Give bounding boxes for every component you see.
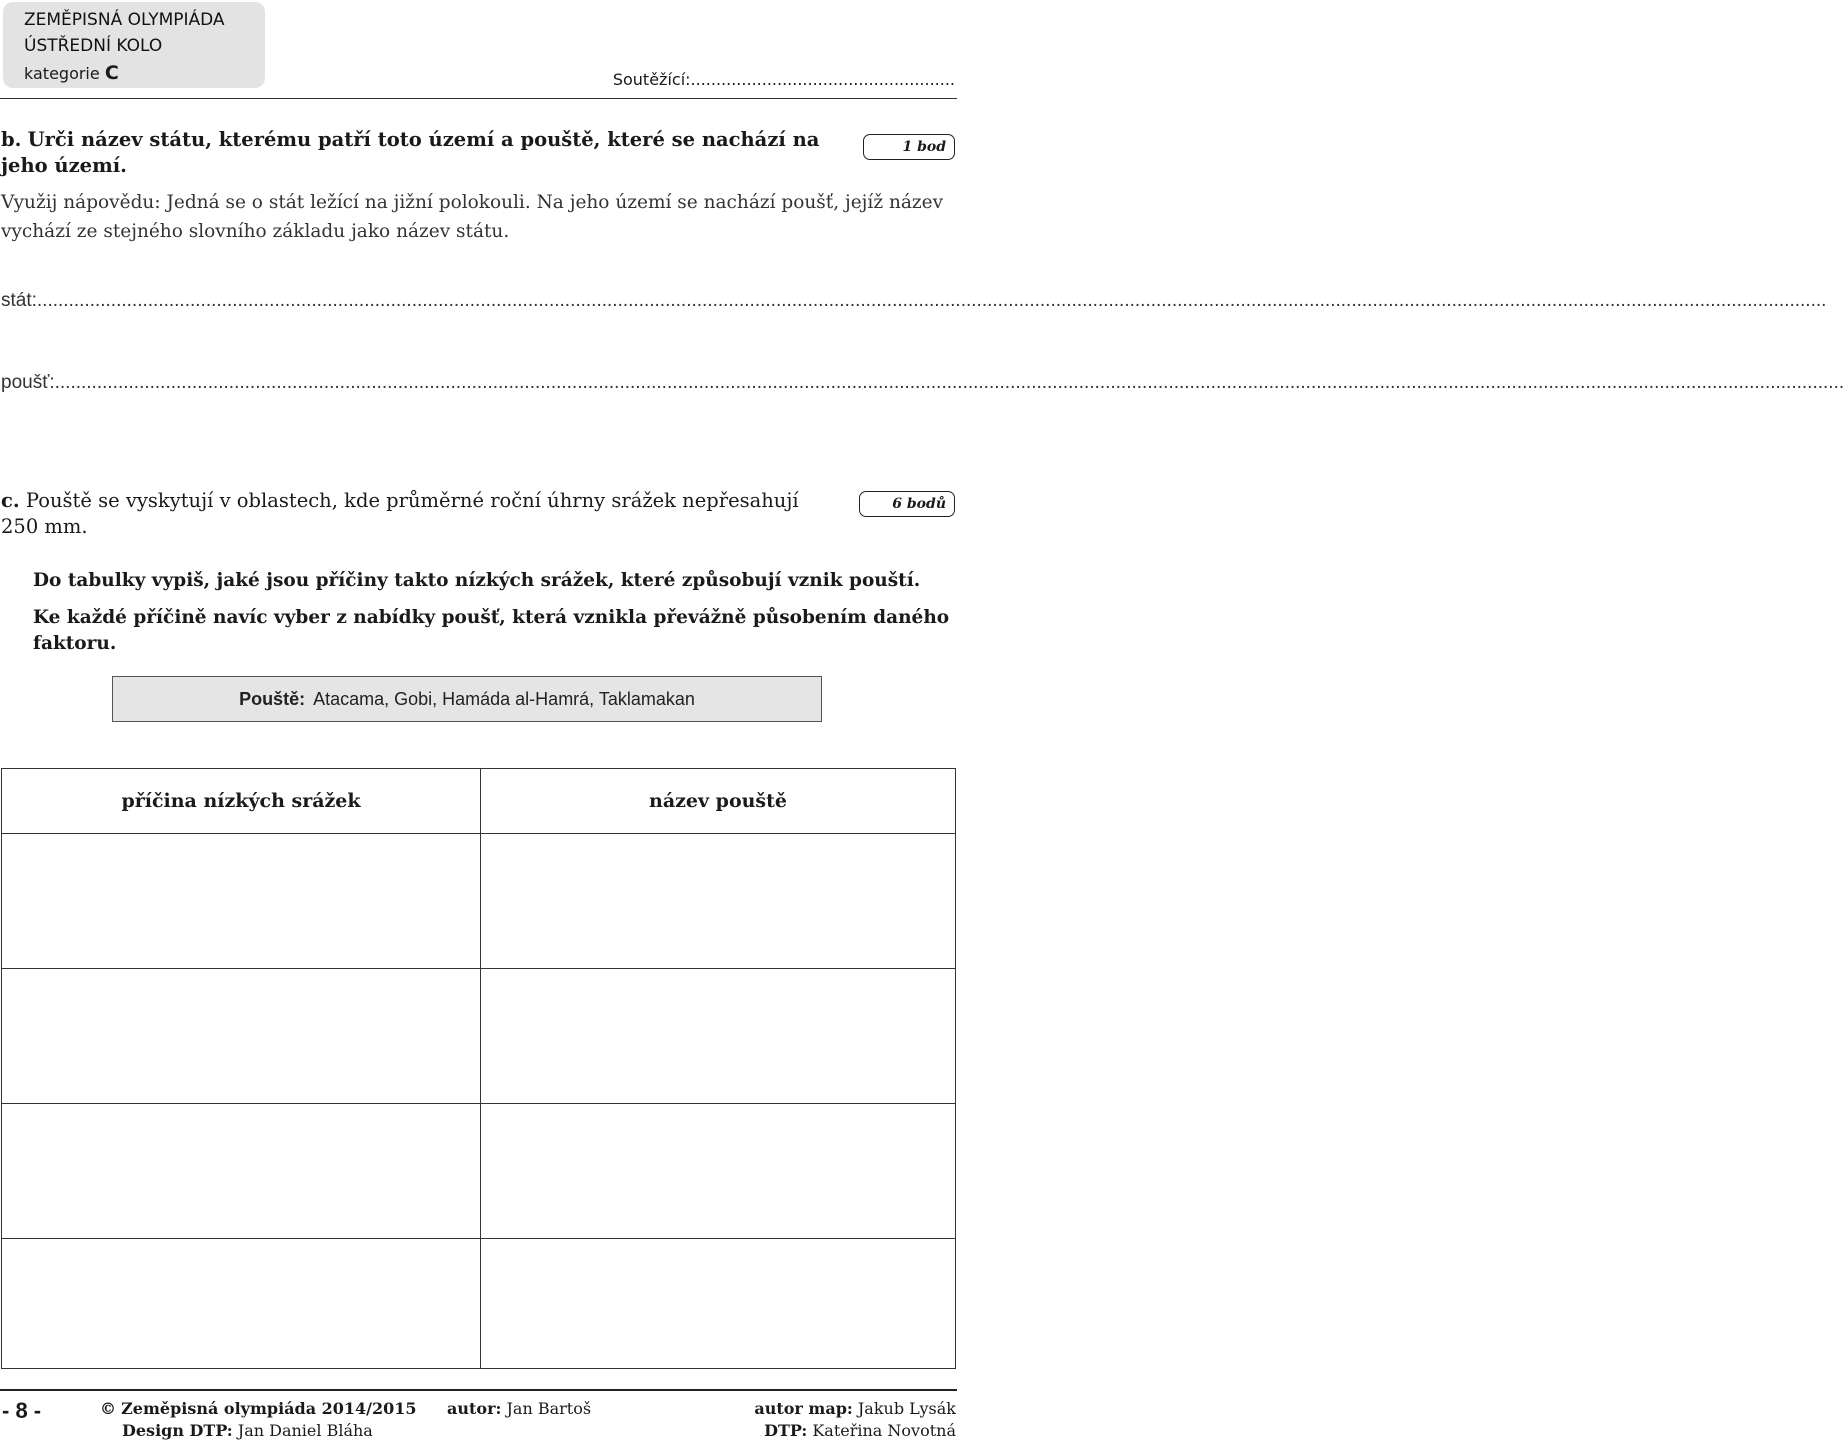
bank-items: Atacama, Gobi, Hamáda al-Hamrá, Taklamakan <box>313 688 695 709</box>
desert-answer-line[interactable] <box>1 372 1844 394</box>
dtp-label: DTP: <box>764 1421 808 1440</box>
col-desert-header: název pouště <box>481 769 956 834</box>
header-divider <box>0 98 957 99</box>
state-answer-line[interactable] <box>1 290 1827 312</box>
desert-cell[interactable] <box>481 834 956 969</box>
footer-olympiad-name: Zeměpisná olympiáda 2014/2015 <box>121 1399 417 1418</box>
task-c-letter: c. <box>1 489 20 512</box>
footer-dtp <box>764 1421 956 1440</box>
footer-design <box>122 1421 373 1440</box>
round-title: ÚSTŘEDNÍ KOLO <box>24 36 163 56</box>
task-b-letter: b. <box>1 128 22 151</box>
category-letter: C <box>104 62 119 84</box>
task-c-points: 6 bodů <box>859 491 955 517</box>
desert-cell[interactable] <box>481 1104 956 1239</box>
contestant-field <box>613 70 955 89</box>
table-row <box>2 834 956 969</box>
olympiad-title: ZEMĚPISNÁ OLYMPIÁDA <box>24 10 225 30</box>
category <box>24 62 119 84</box>
category-label: kategorie <box>24 64 100 83</box>
bank-label: Pouště: <box>239 688 306 709</box>
footer-olympiad <box>100 1399 417 1418</box>
author-label: autor: <box>447 1399 502 1418</box>
task-c-question <box>1 488 801 540</box>
task-c-text: Pouště se vyskytují v oblastech, kde průměrné roční úhrny srážek nepřesahují 250 mm. <box>1 489 799 538</box>
contestant-label: Soutěžící: <box>612 70 691 89</box>
design-label: Design DTP: <box>122 1421 233 1440</box>
maps-label: autor map: <box>754 1399 853 1418</box>
cause-cell[interactable] <box>2 834 481 969</box>
maps-name: Jakub Lysák <box>857 1399 956 1418</box>
contestant-dots: .................................................... <box>690 70 955 89</box>
cause-cell[interactable] <box>2 1239 481 1369</box>
cause-cell[interactable] <box>2 969 481 1104</box>
table-header-row <box>2 769 956 834</box>
footer-divider <box>0 1389 957 1391</box>
task-c-instruction-2: Ke každé příčině navíc vyber z nabídky poušť, která vznikla převážně působením daného faktoru. <box>33 607 950 654</box>
col-cause-header: příčina nízkých srážek <box>2 769 481 834</box>
table-row <box>2 1104 956 1239</box>
task-b-text: Urči název státu, kterému patří toto území a pouště, které se nachází na jeho území. <box>1 128 820 177</box>
design-name: Jan Daniel Bláha <box>237 1421 373 1440</box>
task-b-hint: Využij nápovědu: Jedná se o stát ležící na jižní polokouli. Na jeho území se nachází poušť, jejíž název vychází ze stejného slovního základu jako název státu. <box>1 192 944 242</box>
state-label: stát: <box>1 290 37 311</box>
state-dots: ................................................................................................................................................................................................................................................................................................................................................... <box>36 290 1827 311</box>
page-number: - 8 - <box>2 1398 42 1423</box>
copyright-icon: © <box>100 1399 116 1418</box>
dtp-name: Kateřina Novotná <box>812 1421 956 1440</box>
footer-maps <box>754 1399 956 1418</box>
task-b-points: 1 bod <box>863 134 955 160</box>
footer-author <box>447 1399 591 1418</box>
desert-word-bank <box>112 676 822 722</box>
task-b-question <box>1 127 841 179</box>
table-row <box>2 1239 956 1369</box>
author-name: Jan Bartoš <box>506 1399 592 1418</box>
cause-cell[interactable] <box>2 1104 481 1239</box>
desert-cell[interactable] <box>481 1239 956 1369</box>
desert-cell[interactable] <box>481 969 956 1104</box>
answer-table <box>1 768 956 1369</box>
desert-dots: ................................................................................................................................................................................................................................................................................................................................................... <box>54 372 1844 393</box>
table-row <box>2 969 956 1104</box>
desert-label: poušť: <box>1 372 55 393</box>
task-c-instruction-1: Do tabulky vypiš, jaké jsou příčiny takto nízkých srážek, které způsobují vznik pouští. <box>33 570 921 591</box>
